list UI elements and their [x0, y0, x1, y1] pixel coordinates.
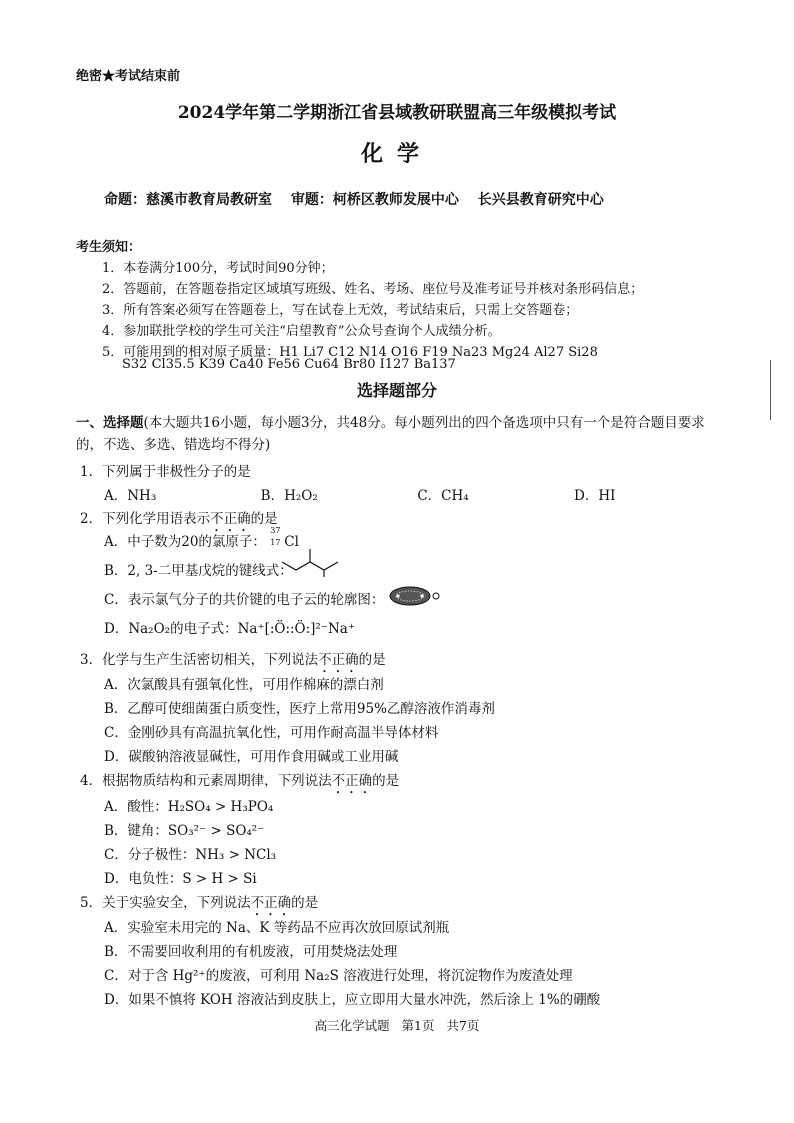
- q2-option-a-text: A．中子数为20的氯原子：: [104, 534, 266, 550]
- q5-option-d[interactable]: D．如果不慎将 KOH 溶液沾到皮肤上，应立即用大量水冲洗，然后涂上 1%的硼酸: [104, 992, 601, 1008]
- section-title: 选择题部分: [356, 381, 437, 400]
- q3-option-a[interactable]: A．次氯酸具有强氧化性，可用作棉麻的漂白剂: [104, 677, 384, 693]
- question-5-stem: [80, 891, 318, 919]
- q2-option-c-text: C．表示氯气分子的共价键的电子云的轮廓图：: [104, 592, 385, 608]
- notice-item: S32 Cl35.5 K39 Ca40 Fe56 Cu64 Br80 I127 Ba137: [122, 357, 456, 372]
- authors-line: 命题：慈溪市教育局教研室 审题：柯桥区教师发展中心 长兴县教育研究中心: [104, 192, 604, 208]
- notice-item: 1．本卷满分100分，考试时间90分钟；: [102, 261, 334, 276]
- q3-stem-emphasis: 不正确: [318, 652, 359, 668]
- q2-option-d-text: D．Na₂O₂的电子式：: [104, 621, 238, 637]
- q5-stem-pre: 5．关于实验安全，下列说法: [80, 895, 251, 911]
- notice-item: 5．可能用到的相对原子质量：H1 Li7 C12 N14 O16 F19 Na23 Mg24 Al27 Si28: [102, 345, 598, 360]
- q3-option-b[interactable]: B．乙醇可使细菌蛋白质变性，医疗上常用95%乙醇溶液作消毒剂: [104, 701, 495, 717]
- question-3-stem: [80, 648, 386, 676]
- q2-option-a[interactable]: [104, 526, 299, 550]
- q5-option-c[interactable]: C．对于含 Hg²⁺的废液，可利用 Na₂S 溶液进行处理，将沉淀物作为废渣处理: [104, 968, 573, 984]
- q2-option-b-text: B．2, 3-二甲基戊烷的键线式：: [104, 563, 293, 579]
- q3-option-c[interactable]: C．金刚砂具有高温抗氧化性，可用作耐高温半导体材料: [104, 725, 439, 741]
- exam-title: 2024学年第二学期浙江省县域教研联盟高三年级模拟考试: [177, 103, 617, 123]
- q4-stem-emphasis: 不正确: [331, 773, 373, 789]
- q5-stem-emphasis: 不正确: [250, 895, 292, 911]
- q3-stem-pre: 3．化学与生产生活密切相关，下列说法: [80, 652, 319, 668]
- notice-item: 4．参加联批学校的学生可关注“启望教育”公众号查询个人成绩分析。: [102, 324, 501, 339]
- q5-option-b[interactable]: B．不需要回收利用的有机废液，可用焚烧法处理: [104, 944, 398, 960]
- question-1-stem: 1．下列属于非极性分子的是: [80, 464, 251, 480]
- q4-option-b[interactable]: B．键角：SO₃²⁻ > SO₄²⁻: [104, 823, 265, 839]
- q1-option-b[interactable]: B．H₂O₂: [260, 488, 318, 504]
- q5-option-a[interactable]: A．实验室未用完的 Na、K 等药品不应再次放回原试剂瓶: [104, 920, 450, 936]
- notice-item: 3．所有答案必须写在答题卷上，写在试卷上无效，考试结束后，只需上交答题卷；: [102, 303, 579, 318]
- electron-cloud-icon: [386, 584, 444, 608]
- subject-title: 化学: [360, 141, 433, 167]
- q4-stem-pre: 4．根据物质结构和元素周期律，下列说法: [80, 773, 332, 789]
- q3-stem-post: 的是: [358, 652, 386, 668]
- q2-stem-emphasis: 不正确: [210, 511, 251, 527]
- q1-option-c[interactable]: C．CH₄: [417, 488, 469, 504]
- q4-option-a[interactable]: A．酸性：H₂SO₄ > H₃PO₄: [104, 799, 274, 815]
- notice-title: 考生须知：: [76, 240, 142, 255]
- confidential-label: 绝密★考试结束前: [76, 69, 181, 84]
- question-1-options: [104, 484, 644, 504]
- q5-stem-post: 的是: [291, 895, 319, 911]
- q1-option-a[interactable]: A．NH₃: [104, 488, 157, 504]
- q2-option-b[interactable]: [104, 559, 293, 579]
- q2-option-c[interactable]: [104, 588, 384, 608]
- q4-option-d[interactable]: D．电负性：S > H > Si: [104, 871, 257, 887]
- q3-option-d[interactable]: D．碳酸钠溶液显碱性，可用作食用碱或工业用碱: [104, 749, 399, 765]
- notice-item: 2．答题前，在答题卷指定区域填写班级、姓名、考场、座位号及准考证号并核对条形码信息；: [102, 282, 644, 297]
- q2-stem-post: 的是: [250, 511, 278, 527]
- atomic-number: 17: [270, 538, 281, 547]
- question-4-stem: [80, 769, 399, 797]
- part-one-text: (本大题共16小题，每小题3分，共48分。每小题列出的四个备选项中只有一个是符合题目要求的，不选、多选、错选均不得分): [76, 415, 705, 453]
- q2-option-d[interactable]: [104, 617, 355, 637]
- q4-stem-post: 的是: [372, 773, 400, 789]
- part-one-label: 一、选择题: [76, 415, 144, 431]
- skeletal-formula-icon: [280, 546, 350, 578]
- page-footer: 高三化学试题 第1页 共7页: [314, 1018, 480, 1033]
- part-one-instructions: [76, 412, 706, 456]
- q4-option-c[interactable]: C．分子极性：NH₃ > NCl₃: [104, 847, 277, 863]
- chlorine-symbol: Cl: [284, 534, 299, 550]
- mass-number: 37: [270, 526, 281, 535]
- q2-stem-pre: 2．下列化学用语表示: [80, 511, 211, 527]
- electron-formula: Na⁺[:Ö::Ö:]²⁻Na⁺: [237, 621, 355, 637]
- q1-option-d[interactable]: D．HI: [574, 488, 616, 504]
